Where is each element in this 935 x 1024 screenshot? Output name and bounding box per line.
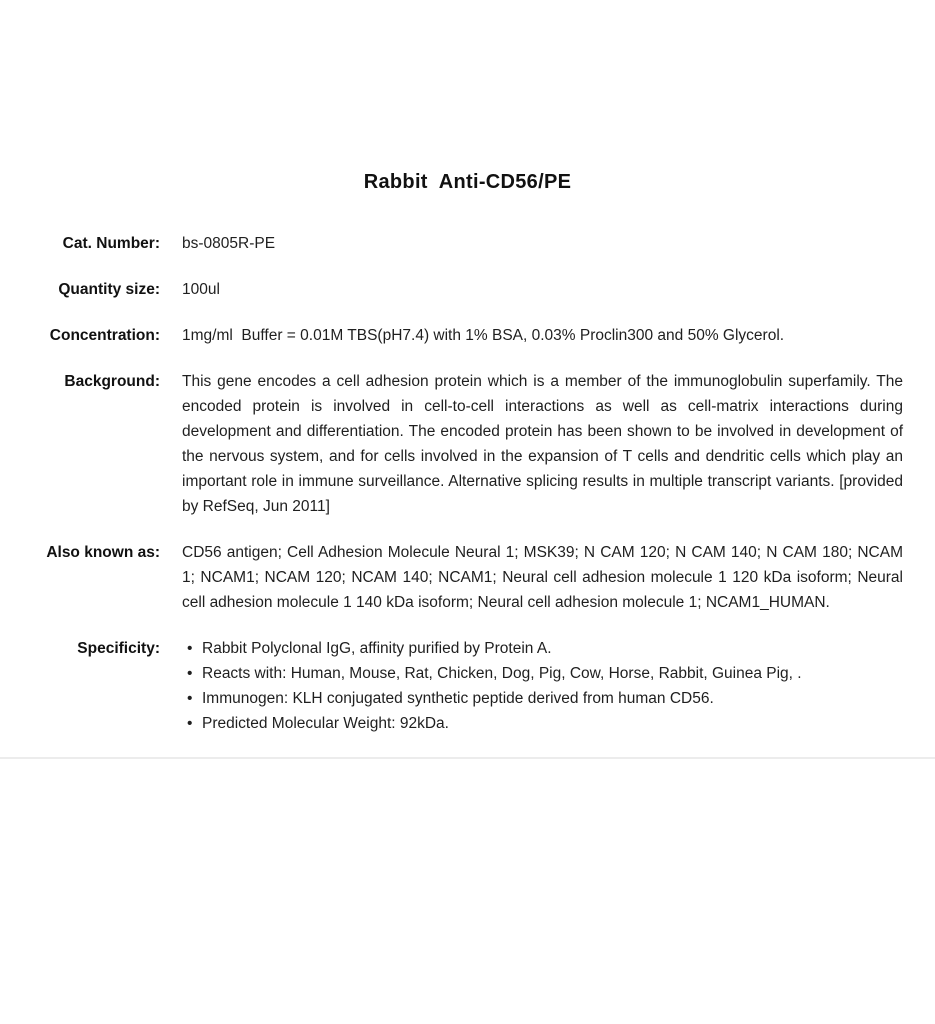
list-item-molecular-weight: • Predicted Molecular Weight: 92kDa. bbox=[182, 711, 903, 736]
field-row-specificity bbox=[0, 636, 935, 736]
list-item-clonality: • Rabbit Polyclonal IgG, affinity purified by Protein A. bbox=[182, 636, 903, 661]
field-label-specificity: Specificity: bbox=[77, 640, 160, 657]
field-row-also-known-as bbox=[0, 540, 935, 615]
field-value-also-known-as: CD56 antigen; Cell Adhesion Molecule Neural 1; MSK39; N CAM 120; N CAM 140; N CAM 180; NCAM 1; NCAM1; NCAM 120; NCAM 140; NCAM1; Neural cell adhesion molecule 1 120 kDa isoform; Neural cell adhesion molecule 1 140 kDa isoform; Neural cell adhesion molecule 1; NCAM1_HUMAN. bbox=[182, 544, 903, 611]
field-row-quantity-size bbox=[0, 277, 935, 302]
list-item-reacts-with: • Reacts with: Human, Mouse, Rat, Chicken, Dog, Pig, Cow, Horse, Rabbit, Guinea Pig, . bbox=[182, 661, 903, 686]
field-value-concentration: 1mg/ml Buffer = 0.01M TBS(pH7.4) with 1% BSA, 0.03% Proclin300 and 50% Glycerol. bbox=[182, 327, 785, 344]
list-item-immunogen: • Immunogen: KLH conjugated synthetic peptide derived from human CD56. bbox=[182, 686, 903, 711]
field-row-concentration bbox=[0, 323, 935, 348]
specificity-list bbox=[182, 636, 903, 736]
field-label-cat-number: Cat. Number: bbox=[62, 235, 160, 252]
page-title: Rabbit Anti-CD56/PE bbox=[363, 171, 572, 193]
divider bbox=[0, 757, 935, 759]
field-label-concentration: Concentration: bbox=[49, 327, 160, 344]
field-label-quantity-size: Quantity size: bbox=[58, 281, 160, 298]
field-label-background: Background: bbox=[64, 373, 160, 390]
field-row-background bbox=[0, 369, 935, 519]
field-value-cat-number: bs-0805R-PE bbox=[182, 235, 276, 252]
field-value-background: This gene encodes a cell adhesion protein which is a member of the immunoglobulin superfamily. The encoded protein is involved in cell-to-cell interactions as well as cell-matrix interactions during development and differentiation. The encoded protein has been shown to be involved in development of the nervous system, and for cells involved in the expansion of T cells and dendritic cells which play an important role in immune surveillance. Alternative splicing results in multiple transcript variants. [provided by RefSeq, Jun 2011] bbox=[182, 373, 903, 515]
field-row-cat-number bbox=[0, 231, 935, 256]
field-label-also-known-as: Also known as: bbox=[46, 544, 160, 561]
field-value-quantity-size: 100ul bbox=[182, 281, 220, 298]
